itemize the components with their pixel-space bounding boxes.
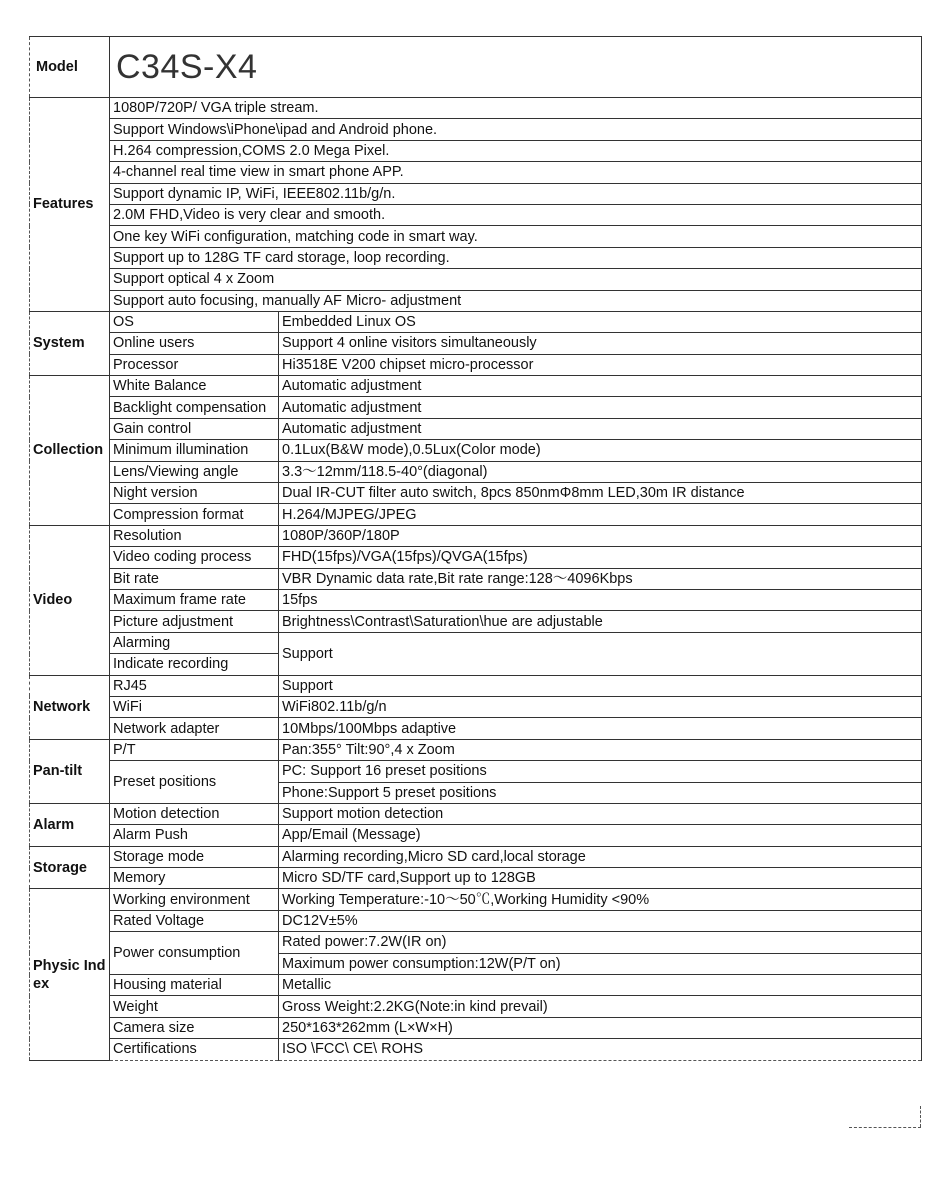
spec-row <box>30 483 922 504</box>
spec-row <box>30 675 922 696</box>
spec-row <box>30 996 922 1017</box>
spec-value: DC12V±5% <box>279 910 922 931</box>
feature-item: Support dynamic IP, WiFi, IEEE802.11b/g/n. <box>110 183 922 204</box>
spec-row <box>30 696 922 717</box>
spec-value: 1080P/360P/180P <box>279 525 922 546</box>
spec-row <box>30 589 922 610</box>
spec-row <box>30 932 922 953</box>
spec-value: Working Temperature:-10～50℃,Working Humidity <90% <box>279 889 922 910</box>
spec-row <box>30 975 922 996</box>
spec-name: Alarm Push <box>110 825 279 846</box>
spec-row <box>30 889 922 910</box>
feature-item: 2.0M FHD,Video is very clear and smooth. <box>110 204 922 225</box>
spec-name: Certifications <box>110 1039 279 1060</box>
spec-value: Micro SD/TF card,Support up to 128GB <box>279 868 922 889</box>
category-video: Video <box>30 525 110 675</box>
spec-name: Memory <box>110 868 279 889</box>
spec-value: Maximum power consumption:12W(P/T on) <box>279 953 922 974</box>
spec-value: 10Mbps/100Mbps adaptive <box>279 718 922 739</box>
feature-row <box>30 247 922 268</box>
spec-value: ISO \FCC\ CE\ ROHS <box>279 1039 922 1060</box>
feature-row <box>30 226 922 247</box>
category-features: Features <box>30 98 110 312</box>
table-border-tail <box>920 1106 921 1127</box>
spec-row <box>30 461 922 482</box>
category-network: Network <box>30 675 110 739</box>
spec-value: Phone:Support 5 preset positions <box>279 782 922 803</box>
spec-name: Night version <box>110 483 279 504</box>
spec-value: 0.1Lux(B&W mode),0.5Lux(Color mode) <box>279 440 922 461</box>
spec-name: Compression format <box>110 504 279 525</box>
category-alarm: Alarm <box>30 803 110 846</box>
feature-item: One key WiFi configuration, matching code in smart way. <box>110 226 922 247</box>
spec-row <box>30 333 922 354</box>
spec-row <box>30 718 922 739</box>
spec-value: 3.3～12mm/118.5-40°(diagonal) <box>279 461 922 482</box>
spec-name-power: Power consumption <box>110 932 279 975</box>
spec-sheet <box>29 36 921 1061</box>
spec-name: OS <box>110 311 279 332</box>
feature-row <box>30 140 922 161</box>
spec-value: Support 4 online visitors simultaneously <box>279 333 922 354</box>
spec-value: VBR Dynamic data rate,Bit rate range:128～4096Kbps <box>279 568 922 589</box>
spec-name: Maximum frame rate <box>110 589 279 610</box>
spec-value: Automatic adjustment <box>279 418 922 439</box>
spec-name: Working environment <box>110 889 279 910</box>
spec-row <box>30 568 922 589</box>
spec-row <box>30 611 922 632</box>
spec-row <box>30 311 922 332</box>
spec-row <box>30 525 922 546</box>
spec-value: Brightness\Contrast\Saturation\hue are adjustable <box>279 611 922 632</box>
feature-item: 1080P/720P/ VGA triple stream. <box>110 98 922 119</box>
spec-name: Backlight compensation <box>110 397 279 418</box>
spec-name-preset: Preset positions <box>110 761 279 804</box>
spec-row <box>30 761 922 782</box>
spec-row <box>30 803 922 824</box>
feature-row <box>30 162 922 183</box>
model-value: C34S-X4 <box>110 37 922 98</box>
spec-row <box>30 376 922 397</box>
model-label: Model <box>30 37 110 98</box>
spec-name: White Balance <box>110 376 279 397</box>
spec-value: 15fps <box>279 589 922 610</box>
spec-table <box>29 36 922 1061</box>
table-border-tail-bottom <box>849 1127 921 1128</box>
spec-name: Processor <box>110 354 279 375</box>
spec-row <box>30 910 922 931</box>
spec-value: App/Email (Message) <box>279 825 922 846</box>
spec-row <box>30 397 922 418</box>
spec-name: Housing material <box>110 975 279 996</box>
feature-item: Support Windows\iPhone\ipad and Android phone. <box>110 119 922 140</box>
category-storage: Storage <box>30 846 110 889</box>
spec-value: WiFi802.11b/g/n <box>279 696 922 717</box>
spec-name: Video coding process <box>110 547 279 568</box>
feature-row <box>30 183 922 204</box>
spec-value: 250*163*262mm (L×W×H) <box>279 1017 922 1038</box>
spec-name: Picture adjustment <box>110 611 279 632</box>
spec-value: Rated power:7.2W(IR on) <box>279 932 922 953</box>
category-system: System <box>30 311 110 375</box>
spec-name-alarming: Alarming <box>110 632 279 653</box>
category-physic-index: Physic Index <box>30 889 110 1060</box>
feature-row <box>30 98 922 119</box>
feature-item: 4-channel real time view in smart phone APP. <box>110 162 922 183</box>
spec-name: Lens/Viewing angle <box>110 461 279 482</box>
spec-row <box>30 846 922 867</box>
spec-name: WiFi <box>110 696 279 717</box>
spec-name-indicate-recording: Indicate recording <box>110 654 279 675</box>
spec-row <box>30 1017 922 1038</box>
spec-value: Metallic <box>279 975 922 996</box>
spec-value: Automatic adjustment <box>279 376 922 397</box>
spec-name: Rated Voltage <box>110 910 279 931</box>
spec-value: FHD(15fps)/VGA(15fps)/QVGA(15fps) <box>279 547 922 568</box>
model-row <box>30 37 922 98</box>
spec-row <box>30 354 922 375</box>
spec-value: PC: Support 16 preset positions <box>279 761 922 782</box>
spec-name: P/T <box>110 739 279 760</box>
spec-value: H.264/MJPEG/JPEG <box>279 504 922 525</box>
category-pan-tilt: Pan-tilt <box>30 739 110 803</box>
spec-name: Minimum illumination <box>110 440 279 461</box>
feature-row <box>30 269 922 290</box>
feature-item: H.264 compression,COMS 2.0 Mega Pixel. <box>110 140 922 161</box>
spec-row <box>30 547 922 568</box>
spec-name: Weight <box>110 996 279 1017</box>
spec-row <box>30 1039 922 1060</box>
spec-row <box>30 440 922 461</box>
spec-name: Gain control <box>110 418 279 439</box>
spec-value: Support <box>279 675 922 696</box>
spec-row <box>30 739 922 760</box>
feature-row <box>30 290 922 311</box>
spec-value: Support motion detection <box>279 803 922 824</box>
spec-value-alarming-support: Support <box>279 632 922 675</box>
spec-row <box>30 504 922 525</box>
category-collection: Collection <box>30 376 110 526</box>
spec-value: Hi3518E V200 chipset micro-processor <box>279 354 922 375</box>
spec-name: Bit rate <box>110 568 279 589</box>
spec-name: Online users <box>110 333 279 354</box>
feature-row <box>30 204 922 225</box>
feature-row <box>30 119 922 140</box>
spec-row <box>30 632 922 653</box>
spec-row <box>30 825 922 846</box>
spec-row <box>30 418 922 439</box>
spec-value: Embedded Linux OS <box>279 311 922 332</box>
spec-name: Network adapter <box>110 718 279 739</box>
spec-row <box>30 868 922 889</box>
spec-value: Gross Weight:2.2KG(Note:in kind prevail) <box>279 996 922 1017</box>
spec-value: Pan:355° Tilt:90°,4 x Zoom <box>279 739 922 760</box>
spec-value: Alarming recording,Micro SD card,local storage <box>279 846 922 867</box>
spec-value: Dual IR-CUT filter auto switch, 8pcs 850nmΦ8mm LED,30m IR distance <box>279 483 922 504</box>
feature-item: Support optical 4 x Zoom <box>110 269 922 290</box>
spec-name: Storage mode <box>110 846 279 867</box>
spec-name: Motion detection <box>110 803 279 824</box>
spec-value: Automatic adjustment <box>279 397 922 418</box>
feature-item: Support auto focusing, manually AF Micro- adjustment <box>110 290 922 311</box>
spec-name: RJ45 <box>110 675 279 696</box>
feature-item: Support up to 128G TF card storage, loop recording. <box>110 247 922 268</box>
spec-name: Camera size <box>110 1017 279 1038</box>
spec-name: Resolution <box>110 525 279 546</box>
